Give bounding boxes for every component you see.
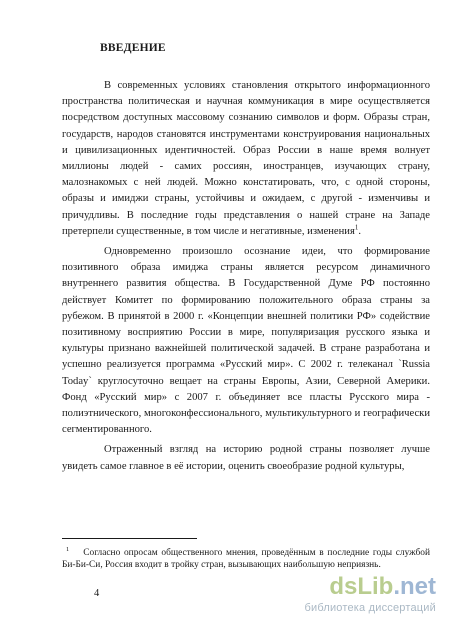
paragraph-3: Отраженный взгляд на историю родной страны позволяет лучше увидеть самое главное в её истории, оценить своеобразие родной культуры, [62,444,430,472]
watermark-brand: dsLib [329,573,394,600]
watermark-logo [266,574,436,600]
footnote-reference: 1 [354,223,359,232]
section-heading: ВВЕДЕНИЕ [100,42,166,54]
page-number: 4 [94,588,100,599]
paragraph-1 [62,78,430,240]
footnote-text: Согласно опросам общественного мнения, проведённым в последние годы службой Би-Би-Си, Россия входит в тройку стран, вызывающих наибольшую неприязнь. [62,548,430,570]
watermark-subtitle: библиотека диссертаций [304,602,436,614]
paragraph-2: Одновременно произошло осознание идеи, что формирование позитивного образа имиджа страны является ресурсом динамичного внутреннего развития общества. В Государственной Думе РФ постоянно действует Комитет по формированию положительного образа страны за рубежом. В принятой в 2000 г. «Концепции внешней политики РФ» содействие позитивному восприятию России в мире, популяризация русского языка и культуры признано важнейшей политической задачей. В стране разработана и успешно реализуется программа «Русский мир». С 2002 г. телеканал `Russia Today` круглосуточно вещает на страны Европы, Азии, Северной Америки. Фонд «Русский мир» с 2007 г. объединяет все пласты Русского мира - полиэтнического, многоконфессионального, мультикультурного и географически сегментированного. [62,246,430,436]
footnote-number: 1 [66,545,70,553]
watermark [266,574,436,614]
body-text [62,78,430,475]
footnote-divider [62,538,197,539]
watermark-tld: .net [393,573,436,600]
paragraph-1-tail: . [358,225,362,237]
footnote [62,547,430,571]
paragraph-1-text: В современных условиях становления открытого информационного пространства политическая и научная коммуникация в мире осуществляется посредством доступных массовому сознанию символов и форм. Образы стран, государств, народов становятся инструментами конструирования национальных и цивилизационных идентичностей. Образ России в наше время волнует миллионы людей - самих россиян, иностранцев, изучающих страну, малознакомых с ней людей. Можно констатировать, что, с одной стороны, образы и имиджи страны, устойчивы и ожидаем, с другой - изменчивы и причудливы. В последние годы представления о нашей стране на Западе претерпели существенные, в том числе и негативные, изменения [62,80,430,237]
